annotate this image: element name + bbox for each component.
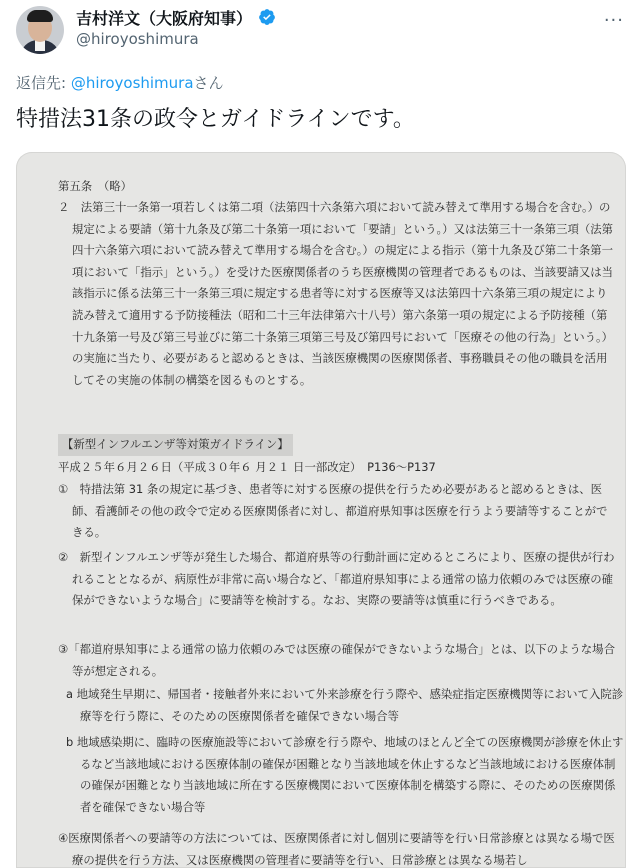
guideline-date: 平成２５年６月２６日（平成３０年６ 月２１ 日一部改定） P136〜P137	[58, 460, 436, 474]
guideline-sub-item-b: b 地域感染期に、臨時の医療施設等において診療を行う際や、地域のほとんど全ての医療機関が診療を休止するなど当該地域における医療体制の確保が困難となり当該地域を休止するなど当該地域における医療体制の確保が困難となり当該地域に所在する医療機関において医療体制を構築する際に、そのための医療関係者を確保できない場合等	[66, 735, 624, 814]
tweet-text: 特措法31条の政令とガイドラインです。	[16, 107, 415, 132]
reply-prefix: 返信先:	[16, 74, 71, 92]
guideline-title: 【新型インフルエンザ等対策ガイドライン】	[58, 434, 293, 456]
author-name-row[interactable]	[76, 6, 276, 28]
reply-suffix: さん	[193, 74, 224, 92]
guideline-item-1: ① 特措法第 31 条の規定に基づき、患者等に対する医療の提供を行うため必要があると認めるときは、医師、看護師その他の政令で定める医療関係者に対し、都道府県知事は医療を行うよう要請等することができる。	[58, 482, 608, 540]
article-body: ２ 法第三十一条第一項若しくは第二項（法第四十六条第六項において読み替えて準用する場合を含む。）の規定による要請（第十九条及び第二十条第一項において「要請」という。）又は法第三十一条第三項（法第四十六条第六項において読み替えて準用する場合を含む。）の規定による指示（第十九条及び第二十条第一項において「指示」という。）を受けた医療関係者のうち医療機関の管理者であるものは、当該要請又は当該指示に係る法第三十一条第三項に規定する患者等に対する医療等又は法第四十六条第三項の規定により読み替えて適用する予防接種法（昭和二十三年法律第六十八号）第六条第一項の規定による予防接種（第十九条第一号及び第三号並びに第二十条第三項第三号及び第四号において「医療その他の行為」という。）の実施に当たり、必要があると認めるときは、当該医療機関の医療関係者、事務職員その他の職員を活用してその実施の体制の構築を図るものとする。	[58, 200, 614, 387]
guideline-item-4: ④医療関係者への要請等の方法については、医療関係者に対し個別に要請等を行い日常診療とは異なる場で医療の提供を行う方法、又は医療機関の管理者に要請等を行い、日常診療とは異なる場若し	[58, 831, 615, 867]
tweet-header	[0, 0, 640, 64]
tweet-image[interactable]	[16, 152, 626, 868]
reply-context	[16, 72, 224, 93]
verified-badge-icon	[258, 8, 276, 26]
guideline-sub-item-a: a 地域発生早期に、帰国者・接触者外来において外来診療を行う際や、感染症指定医療機関等において入院診療等を行う際に、そのための医療関係者を確保できない場合等	[66, 687, 624, 723]
article-heading: 第五条 （略）	[58, 179, 133, 193]
more-horizontal-icon[interactable]: ···	[603, 10, 624, 31]
author-handle[interactable]: @hiroyoshimura	[76, 30, 199, 48]
guideline-title-row	[58, 434, 604, 456]
avatar[interactable]	[16, 6, 64, 54]
guideline-item-3: ③「都道府県知事による通常の協力依頼のみでは医療の確保ができないような場合」とは、以下のような場合等が想定される。	[58, 642, 615, 678]
guideline-item-2: ② 新型インフルエンザ等が発生した場合、都道府県等の行動計画に定めるところにより、医療の提供が行われることとなるが、病原性が非常に高い場合など、「都道府県知事による通常の協力依頼のみでは医療の確保ができないような場合」に要請等を検討する。なお、実際の要請等は慎重に行うべきである。	[58, 550, 615, 608]
reply-mention-link[interactable]: @hiroyoshimura	[70, 74, 194, 92]
display-name[interactable]: 吉村洋文（大阪府知事）	[76, 8, 253, 28]
